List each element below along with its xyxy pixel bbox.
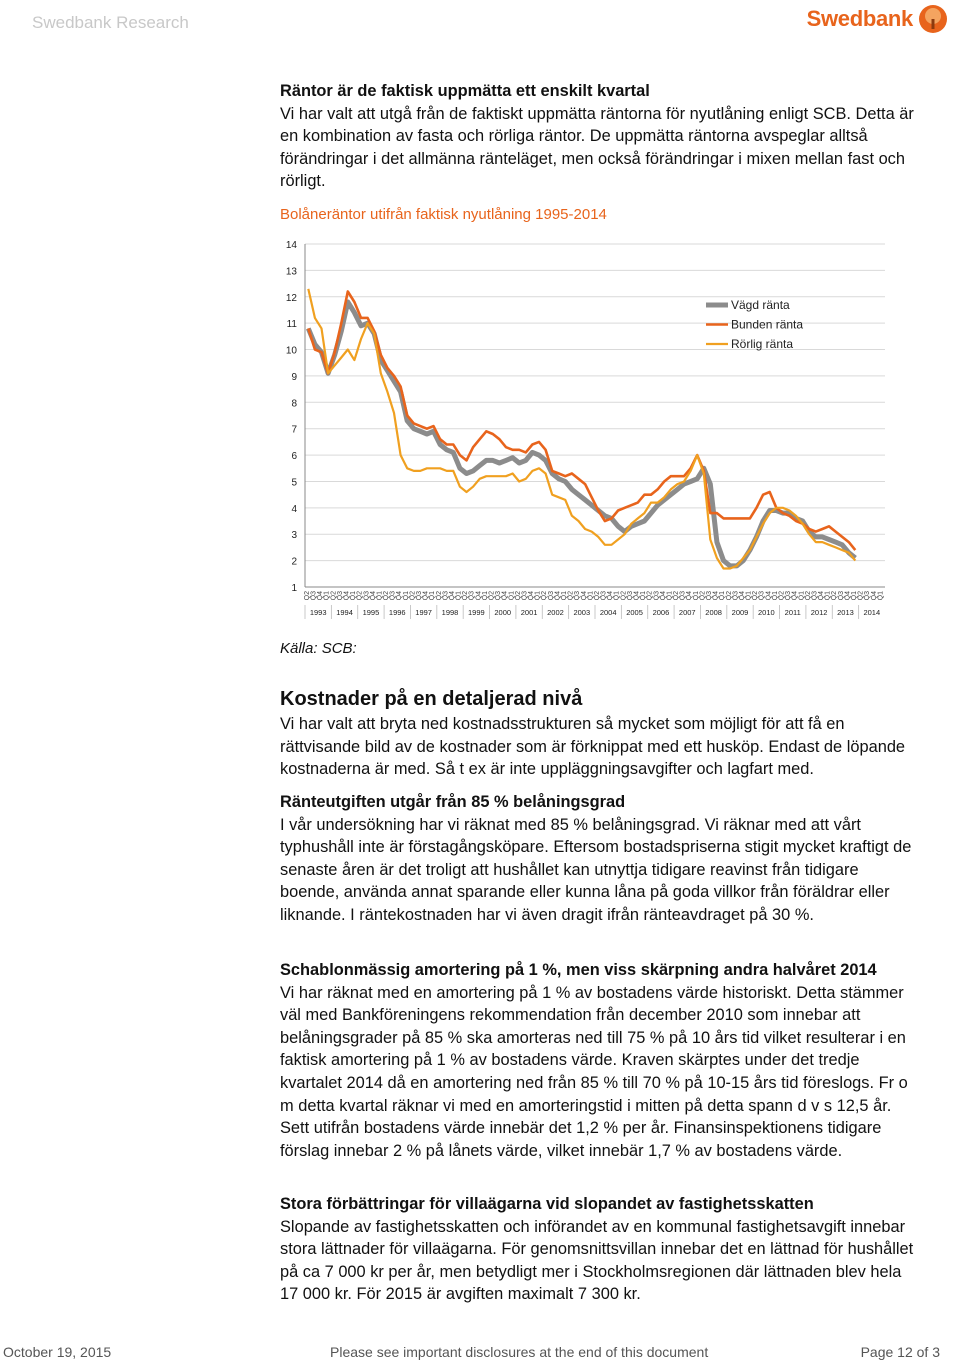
quarter-tick-label: Q1 xyxy=(771,591,779,601)
quarter-tick-label: Q1 xyxy=(798,591,806,601)
quarter-tick-label: Q1 xyxy=(587,591,595,601)
footer-date: October 19, 2015 xyxy=(3,1344,112,1360)
year-tick-label: 2006 xyxy=(652,608,670,617)
year-tick-label: 2003 xyxy=(573,608,591,617)
section-costs xyxy=(280,713,920,781)
year-tick-label: 1999 xyxy=(468,608,485,617)
y-tick-label: 7 xyxy=(291,424,297,436)
y-tick-label: 9 xyxy=(291,371,297,383)
quarter-tick-label: Q3 xyxy=(864,591,872,601)
year-tick-label: 2010 xyxy=(758,608,775,617)
quarter-tick-label: Q4 xyxy=(870,591,878,601)
quarter-tick-label: Q2 xyxy=(409,591,417,601)
footer-page-number: Page 12 of 3 xyxy=(860,1344,940,1360)
quarter-tick-label: Q4 xyxy=(528,591,536,601)
quarter-tick-label: Q3 xyxy=(811,591,819,601)
year-tick-label: 2013 xyxy=(837,608,854,617)
quarter-tick-label: Q4 xyxy=(712,591,720,601)
quarter-tick-label: Q4 xyxy=(369,591,377,601)
quarter-tick-label: Q2 xyxy=(857,591,865,601)
quarter-tick-label: Q2 xyxy=(725,591,733,601)
section-body: Vi har räknat med en amortering på 1 % av bostadens värde historiskt. Detta stämmer väl med Bankföreningens rekommendation från december 2010 som innebar att belåningsgrader på 85 % ska amorteras ned till 75 % på 10 års tid vilket resulterar i en faktisk amortering på 1 % av bostadens värde. Kraven skärptes under det tredje kvartalet 2014 då en amortering ned från 85 % till 70 % på 10-15 års tid föreslogs. Fr o m detta kvartal räknar vi med en amorteringstid i mitten på detta spann d v s 12,5 år. Sett utifrån bostadens värde innebär det 1,2 % per år. Finansinspektionens tidigare förslag innebar 2 % på lånets värde, vilket innebär 1,7 % av bostadens värde. xyxy=(280,983,908,1160)
y-tick-label: 8 xyxy=(291,398,297,410)
year-tick-label: 1995 xyxy=(362,608,380,617)
footer-disclaimer: Please see important disclosures at the end of this document xyxy=(330,1344,709,1360)
quarter-tick-label: Q3 xyxy=(653,591,661,601)
quarter-tick-label: Q1 xyxy=(640,591,648,601)
quarter-tick-label: Q2 xyxy=(673,591,681,601)
quarter-tick-label: Q3 xyxy=(626,591,634,601)
quarter-tick-label: Q1 xyxy=(481,591,489,601)
section-amortization xyxy=(280,959,920,1162)
quarter-tick-label: Q2 xyxy=(541,591,549,601)
section-property-tax xyxy=(280,1193,920,1306)
quarter-tick-label: Q1 xyxy=(534,591,542,601)
year-tick-label: 2011 xyxy=(784,608,801,617)
section-heading: Stora förbättringar för villaägarna vid slopandet av fastighetsskatten xyxy=(280,1195,814,1213)
quarter-tick-label: Q4 xyxy=(818,591,826,601)
quarter-tick-label: Q4 xyxy=(317,591,325,601)
y-tick-label: 11 xyxy=(286,319,297,331)
section-body: I vår undersökning har vi räknat med 85 % belåningsgrad. Vi räknar med att vårt typhushåll inte är förstagångsköpare. Eftersom bostadspriserna stigit mycket kraftigt de senaste åren är det troligt att hushållet kan utnyttja tidigare reavinst från tidigare boende, använda annat sparande eller kunna låna på goda villkor från föräldrar eller liknande. I räntekostnaden har vi även dragit ifrån ränteavdraget på 30 %. xyxy=(280,815,912,924)
quarter-tick-label: Q3 xyxy=(837,591,845,601)
quarter-tick-label: Q1 xyxy=(350,591,358,601)
quarter-tick-label: Q2 xyxy=(488,591,496,601)
quarter-tick-label: Q2 xyxy=(699,591,707,601)
quarter-tick-label: Q2 xyxy=(435,591,443,601)
section-body: Vi har valt att utgå från de faktiskt uppmätta räntorna för nyutlåning enligt SCB. Detta är en kombination av fasta och rörliga räntor. De uppmätta räntorna avspeglar alltså förändringar i det allmänna ränteläget, men också förändringar i mixen mellan fast och rörligt. xyxy=(280,104,914,191)
y-tick-label: 3 xyxy=(291,530,297,542)
quarter-tick-label: Q4 xyxy=(422,591,430,601)
quarter-tick-label: Q4 xyxy=(448,591,456,601)
year-tick-label: 1997 xyxy=(415,608,432,617)
quarter-tick-label: Q3 xyxy=(495,591,503,601)
quarter-tick-label: Q4 xyxy=(396,591,404,601)
quarter-tick-label: Q3 xyxy=(363,591,371,601)
chart-title: Bolåneräntor utifrån faktisk nyutlåning 1995-2014 xyxy=(280,206,607,223)
quarter-tick-label: Q2 xyxy=(804,591,812,601)
quarter-tick-label: Q2 xyxy=(778,591,786,601)
quarter-tick-label: Q4 xyxy=(659,591,667,601)
section-body: Slopande av fastighetsskatten och införandet av en kommunal fastighetsavgift innebar stora lättnader för villaägarna. För genomsnittsvillan innebar det en lättnad för hushållet på ca 7 000 kr per år, men betydligt mer i Stockholmsregionen där lättnaden blev hela 17 000 kr. För 2015 är avgiften maximalt 7 300 kr. xyxy=(280,1217,914,1304)
quarter-tick-label: Q3 xyxy=(574,591,582,601)
y-tick-label: 2 xyxy=(291,556,297,568)
legend-label: Vägd ränta xyxy=(731,298,790,312)
quarter-tick-label: Q3 xyxy=(547,591,555,601)
swedbank-logo xyxy=(807,4,948,34)
quarter-tick-label: Q3 xyxy=(679,591,687,601)
quarter-tick-label: Q4 xyxy=(738,591,746,601)
year-tick-label: 1998 xyxy=(441,608,459,617)
oak-tree-icon xyxy=(918,4,948,34)
year-tick-label: 2001 xyxy=(520,608,538,617)
chart-source: Källa: SCB: xyxy=(280,640,357,657)
quarter-tick-label: Q3 xyxy=(785,591,793,601)
year-tick-label: 1996 xyxy=(388,608,406,617)
quarter-tick-label: Q1 xyxy=(719,591,727,601)
quarter-tick-label: Q3 xyxy=(310,591,318,601)
quarter-tick-label: Q3 xyxy=(468,591,476,601)
section-body: Vi har valt att bryta ned kostnadsstrukturen så mycket som möjligt för att få en rättvisande bild av de kostnader som är förknippat med ett husköp. Endast de löpande kostnaderna är med. Så t ex är inte uppläggningsavgifter och lagfart med. xyxy=(280,715,906,779)
y-tick-label: 5 xyxy=(291,477,297,489)
quarter-tick-label: Q2 xyxy=(567,591,575,601)
quarter-tick-label: Q4 xyxy=(633,591,641,601)
quarter-tick-label: Q4 xyxy=(765,591,773,601)
quarter-tick-label: Q1 xyxy=(429,591,437,601)
section-interest-rates xyxy=(280,80,920,193)
quarter-tick-label: Q2 xyxy=(593,591,601,601)
y-tick-label: 10 xyxy=(285,345,297,357)
header-title: Swedbank Research xyxy=(32,13,189,32)
quarter-tick-label: Q3 xyxy=(706,591,713,601)
quarter-tick-label: Q3 xyxy=(600,591,608,601)
quarter-tick-label: Q1 xyxy=(508,591,516,601)
quarter-tick-label: Q4 xyxy=(501,591,509,601)
quarter-tick-label: Q3 xyxy=(389,591,397,601)
quarter-tick-label: Q3 xyxy=(521,591,529,601)
quarter-tick-label: Q2 xyxy=(752,591,760,601)
quarter-tick-label: Q1 xyxy=(692,591,700,601)
y-tick-label: 6 xyxy=(291,451,297,463)
mortgage-rate-chart xyxy=(270,226,900,626)
section-heading: Räntor är de faktisk uppmätta ett enskilt kvartal xyxy=(280,82,650,100)
year-tick-label: 2007 xyxy=(678,608,696,617)
section-heading-costs: Kostnader på en detaljerad nivå xyxy=(280,688,583,710)
quarter-tick-label: Q3 xyxy=(442,591,450,601)
quarter-tick-label: Q2 xyxy=(646,591,654,601)
year-tick-label: 2008 xyxy=(705,608,722,617)
logo-text: Swedbank xyxy=(806,6,913,31)
quarter-tick-label: Q1 xyxy=(613,591,621,601)
y-tick-label: 14 xyxy=(285,240,297,251)
quarter-tick-label: Q2 xyxy=(356,591,364,601)
year-tick-label: 2012 xyxy=(810,608,828,617)
quarter-tick-label: Q4 xyxy=(475,591,483,601)
quarter-tick-label: Q4 xyxy=(844,591,852,601)
year-tick-label: 2014 xyxy=(863,608,881,617)
quarter-tick-label: Q1 xyxy=(323,591,331,601)
quarter-tick-label: Q2 xyxy=(831,591,839,601)
quarter-tick-label: Q3 xyxy=(732,591,740,601)
quarter-tick-label: Q3 xyxy=(336,591,344,601)
quarter-tick-label: Q4 xyxy=(686,591,694,601)
quarter-tick-label: Q2 xyxy=(330,591,338,601)
section-heading: Ränteutgiften utgår från 85 % belåningsgrad xyxy=(280,793,626,811)
quarter-tick-label: Q4 xyxy=(554,591,562,601)
quarter-tick-label: Q1 xyxy=(824,591,832,601)
quarter-tick-label: Q3 xyxy=(758,591,766,601)
year-tick-label: 1994 xyxy=(336,608,353,617)
quarter-tick-label: Q4 xyxy=(343,591,351,601)
quarter-tick-label: Q2 xyxy=(383,591,391,601)
quarter-tick-label: Q2 xyxy=(620,591,628,601)
quarter-tick-label: Q4 xyxy=(607,591,615,601)
section-heading: Schablonmässig amortering på 1 %, men viss skärpning andra halvåret 2014 xyxy=(280,961,877,979)
year-tick-label: 2000 xyxy=(494,608,512,617)
legend-label: Bunden ränta xyxy=(731,317,804,332)
quarter-tick-label: Q4 xyxy=(580,591,588,601)
quarter-tick-label: Q1 xyxy=(745,591,753,601)
year-tick-label: 2005 xyxy=(626,608,643,617)
year-tick-label: 2002 xyxy=(547,608,564,617)
quarter-tick-label: Q1 xyxy=(851,591,858,601)
quarter-tick-label: Q1 xyxy=(402,591,410,601)
quarter-tick-label: Q2 xyxy=(462,591,470,601)
quarter-tick-label: Q1 xyxy=(666,591,674,601)
y-tick-label: 1 xyxy=(291,583,297,594)
year-tick-label: 2009 xyxy=(731,608,749,617)
quarter-tick-label: Q2 xyxy=(514,591,522,601)
quarter-tick-label: Q1 xyxy=(561,591,568,601)
year-tick-label: 2004 xyxy=(599,608,617,617)
y-tick-label: 13 xyxy=(285,266,297,278)
y-tick-label: 4 xyxy=(291,503,297,515)
quarter-tick-label: Q2 xyxy=(303,591,311,601)
quarter-tick-label: Q1 xyxy=(877,591,885,601)
quarter-tick-label: Q1 xyxy=(455,591,463,601)
quarter-tick-label: Q3 xyxy=(416,591,423,601)
legend-label: Rörlig ränta xyxy=(731,337,794,351)
y-tick-label: 12 xyxy=(285,292,297,304)
section-interest-expense xyxy=(280,791,920,927)
year-tick-label: 1993 xyxy=(309,608,327,617)
quarter-tick-label: Q1 xyxy=(376,591,384,601)
quarter-tick-label: Q4 xyxy=(791,591,799,601)
